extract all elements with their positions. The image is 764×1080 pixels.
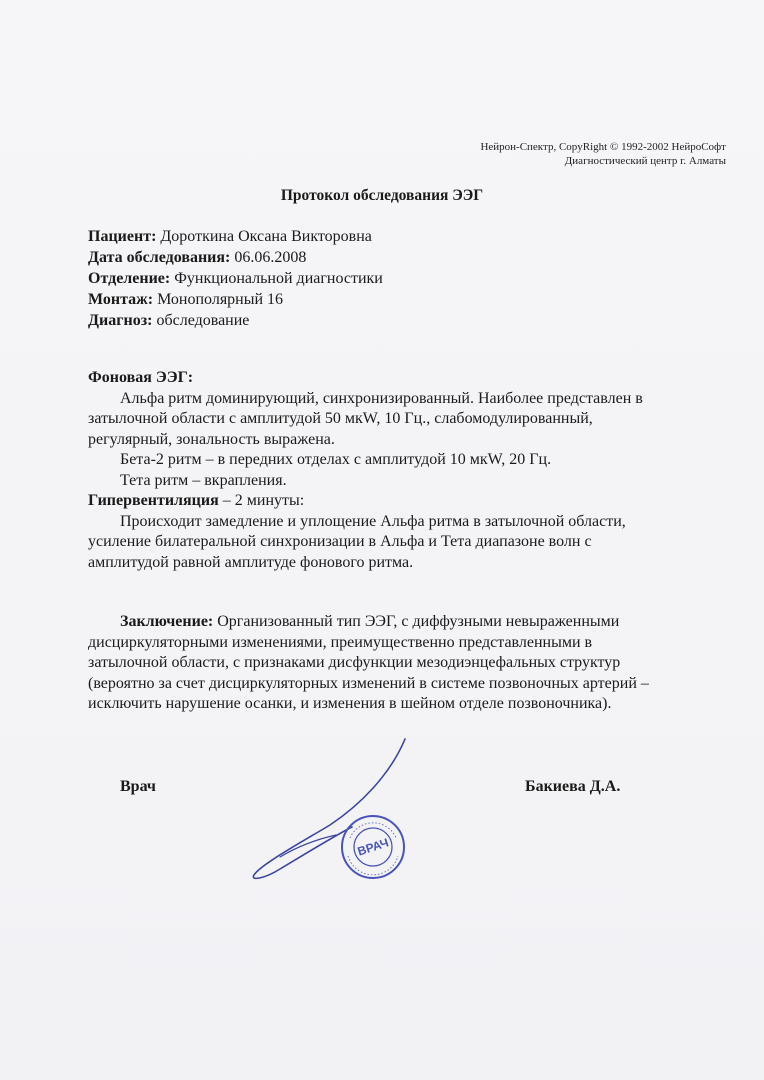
- conclusion-heading: Заключение:: [120, 613, 214, 630]
- software-header: [480, 140, 726, 168]
- montage-row: [88, 289, 383, 310]
- doctor-stamp: [338, 812, 408, 882]
- theta-line: Тета ритм – вкрапления.: [120, 471, 287, 489]
- date-value: 06.06.2008: [234, 249, 307, 266]
- diagnostic-center: Диагностический центр г. Алматы: [564, 155, 726, 167]
- conclusion-line-4: (вероятно за счет дисциркуляторных изменений в системе позвоночных артерий –: [88, 674, 649, 692]
- document-title: Протокол обследования ЭЭГ: [280, 187, 484, 204]
- conclusion-line-3: затылочной области, с признаками дисфункции мезодиэнцефальных структур: [88, 654, 621, 671]
- software-copyright: Нейрон-Спектр, CopyRight © 1992-2002 НейроСофт: [480, 141, 726, 153]
- date-label: Дата обследования:: [88, 249, 231, 266]
- department-label: Отделение:: [88, 270, 171, 287]
- hyperventilation-line-3: амплитудой равной амплитуде фонового ритма.: [88, 553, 414, 571]
- hyperventilation-line-1: Происходит замедление и уплощение Альфа ритма в затылочной области,: [120, 512, 626, 530]
- doctor-name: Бакиева Д.А.: [525, 778, 621, 795]
- background-heading: Фоновая ЭЭГ:: [88, 369, 194, 386]
- hyperventilation-heading: Гипервентиляция: [88, 492, 219, 509]
- beta-line: Бета-2 ритм – в передних отделах с амплитудой 10 мкW, 20 Гц.: [120, 451, 552, 468]
- patient-row: [88, 226, 383, 247]
- patient-label: Пациент:: [88, 228, 157, 245]
- department-row: [88, 268, 383, 289]
- montage-value: Монополярный 16: [157, 291, 284, 308]
- hyperventilation-duration: – 2 минуты:: [218, 492, 305, 509]
- alpha-line-1: Альфа ритм доминирующий, синхронизированный. Наиболее представлен в: [120, 389, 643, 407]
- conclusion-text-1: Организованный тип ЭЭГ, с диффузными невыраженными: [213, 613, 620, 630]
- alpha-line-3: регулярный, зональность выражена.: [88, 430, 335, 448]
- montage-label: Монтаж:: [88, 291, 154, 308]
- diagnosis-row: [88, 310, 383, 331]
- doctor-role: Врач: [120, 778, 156, 795]
- alpha-line-2: затылочной области с амплитудой 50 мкW, 10 Гц., слабомодулированный,: [88, 410, 593, 427]
- conclusion-line-1: [88, 612, 718, 633]
- findings-section: [88, 368, 718, 573]
- diagnosis-label: Диагноз:: [88, 312, 153, 329]
- department-value: Функциональной диагностики: [174, 270, 383, 287]
- diagnosis-value: обследование: [156, 312, 250, 329]
- conclusion-section: [88, 612, 718, 715]
- conclusion-line-2: дисциркуляторными изменениями, преимущественно представленными в: [88, 633, 593, 651]
- patient-value: Дороткина Оксана Викторовна: [160, 228, 372, 245]
- stamp-text: ВРАЧ: [355, 835, 391, 859]
- hyperventilation-row: [88, 491, 718, 512]
- hyperventilation-line-2: усиление билатеральной синхронизации в Альфа и Тета диапазоне волн с: [88, 533, 592, 550]
- conclusion-line-5: исключить нарушение осанки, и изменения в шейном отделе позвоночника).: [88, 695, 612, 712]
- date-row: [88, 247, 383, 268]
- patient-fields: [88, 226, 383, 331]
